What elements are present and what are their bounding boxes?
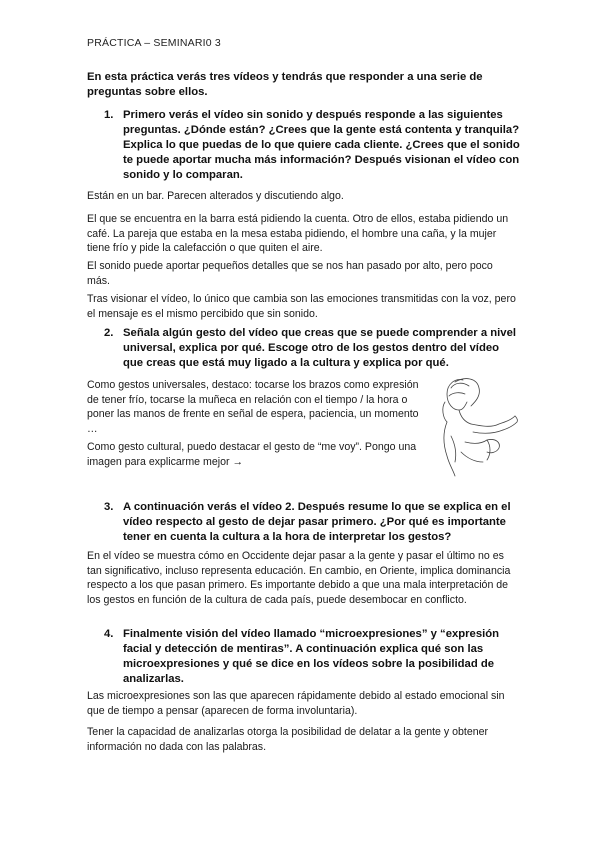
question-number: 4.	[104, 628, 114, 640]
answer-1-paragraph-2: El que se encuentra en la barra está pidiendo la cuenta. Otro de ellos, estaba pidiendo un café. La pareja que estaba en la mesa estaba pidiendo, el hombre una caña, y la mujer tiene frío y pide la calefacción o que quiten el aire.	[87, 213, 509, 254]
page-header: PRÁCTICA – SEMINARI0 3	[87, 37, 221, 49]
question-text: Primero verás el vídeo sin sonido y después responde a las siguientes preguntas. ¿Dónde están? ¿Crees que la gente está contenta y tranquila? Explica lo que puedas de lo que quiere cada cliente. ¿Crees que el sonido te puede aportar mucha más información? Después visionan el vídeo con sonido y lo comparan.	[123, 109, 520, 181]
question-number: 3.	[104, 501, 114, 513]
answer-2-paragraph-2: Como gesto cultural, puedo destacar el gesto de “me voy”. Pongo una imagen para explicarme mejor →	[87, 441, 417, 468]
answer-4-paragraph-1: Las microexpresiones son las que aparecen rápidamente debido al estado emocional sin que de tiempo a pensar (aparecen de forma involuntaria).	[87, 690, 505, 717]
question-number: 1.	[104, 109, 114, 121]
answer-3-paragraph-1: En el vídeo se muestra cómo en Occidente dejar pasar a la gente y pasar el último no es tan significativo, incluso representa educación. En cambio, en Oriente, implica dominancia respecto a los que pasan primero. Es importante debido a que una mala interpretación de los gestos en función de la cultura de cada país, puede desembocar en conflicto.	[87, 550, 511, 606]
gesture-illustration	[425, 372, 520, 477]
answer-2-paragraph-1: Como gestos universales, destaco: tocarse los brazos como expresión de tener frío, tocarse la muñeca en relación con el tiempo / la hora o poner las manos de frente en señal de espera, paciencia, un momento …	[87, 379, 419, 435]
answer-1-paragraph-1: Están en un bar. Parecen alterados y discutiendo algo.	[87, 190, 344, 202]
question-text: A continuación verás el vídeo 2. Después resume lo que se explica en el vídeo respecto al gesto de dejar pasar primero. ¿Por qué es importante tener en cuenta la cultura a la hora de interpretar los gestos?	[123, 501, 511, 543]
answer-1-paragraph-3: El sonido puede aportar pequeños detalles que se nos han pasado por alto, pero poco más.	[87, 260, 493, 287]
question-text: Finalmente visión del vídeo llamado “microexpresiones” y “expresión facial y detección de mentiras”. A continuación explica qué son las microexpresiones y qué se dice en los vídeos sobre la posibilidad de analizarlas.	[123, 628, 500, 685]
answer-1-paragraph-4: Tras visionar el vídeo, lo único que cambia son las emociones transmitidas con la voz, pero el mensaje es el mismo percibido que sin sonido.	[87, 293, 516, 320]
answer-4-paragraph-2: Tener la capacidad de analizarlas otorga la posibilidad de delatar a la gente y obtener información no dada con las palabras.	[87, 726, 489, 753]
question-text: Señala algún gesto del vídeo que creas que se puede comprender a nivel universal, explica por qué. Escoge otro de los gestos dentro del vídeo que creas que está muy ligado a la cultura y explica por qué.	[123, 327, 517, 369]
intro-paragraph: En esta práctica verás tres vídeos y tendrás que responder a una serie de preguntas sobre ellos.	[87, 71, 483, 98]
question-number: 2.	[104, 327, 114, 339]
